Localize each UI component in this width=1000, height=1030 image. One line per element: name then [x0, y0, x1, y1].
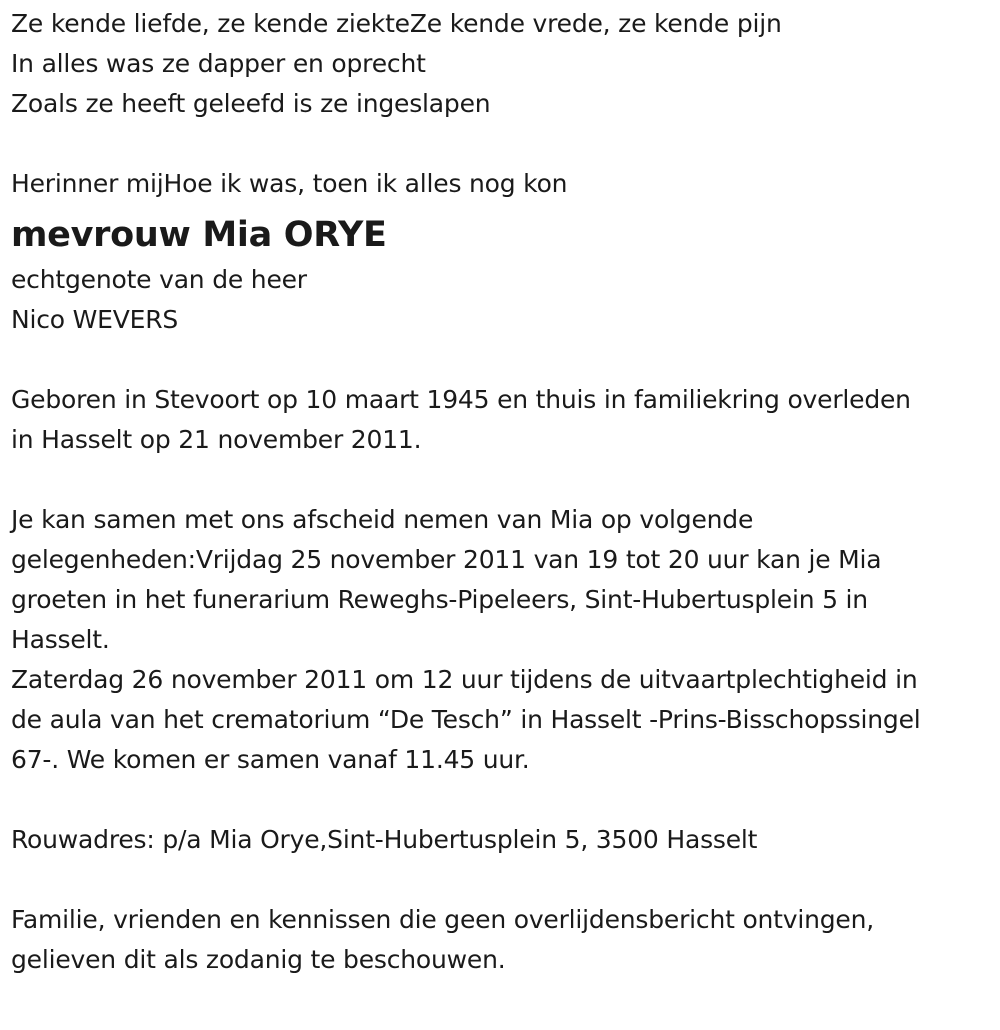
- paragraph-line: Hasselt.: [11, 625, 110, 654]
- paragraph-line: Je kan samen met ons afscheid nemen van Mia op volgende: [11, 505, 754, 534]
- paragraph-line: gelieven dit als zodanig te beschouwen.: [11, 945, 506, 974]
- farewell-paragraph: [11, 500, 989, 780]
- poem-line: In alles was ze dapper en oprecht: [11, 49, 426, 78]
- mourning-address: Rouwadres: p/a Mia Orye,Sint-Hubertusplein 5, 3500 Hasselt: [11, 825, 758, 854]
- deceased-name: mevrouw Mia ORYE: [11, 215, 387, 255]
- birth-death-paragraph: [11, 380, 989, 460]
- closing-paragraph: [11, 900, 989, 980]
- spacer: [11, 860, 989, 900]
- spacer: [11, 340, 989, 380]
- paragraph-line: in Hasselt op 21 november 2011.: [11, 425, 422, 454]
- quote: Herinner mijHoe ik was, toen ik alles nog kon: [11, 169, 568, 198]
- paragraph-line: Geboren in Stevoort op 10 maart 1945 en thuis in familiekring overleden: [11, 385, 911, 414]
- poem-line: Zoals ze heeft geleefd is ze ingeslapen: [11, 89, 491, 118]
- poem: [11, 4, 989, 124]
- poem-line: Ze kende liefde, ze kende ziekteZe kende vrede, ze kende pijn: [11, 9, 782, 38]
- spouse-name: Nico WEVERS: [11, 305, 179, 334]
- paragraph-line: groeten in het funerarium Reweghs-Pipeleers, Sint-Hubertusplein 5 in: [11, 585, 868, 614]
- spacer: [11, 460, 989, 500]
- paragraph-line: de aula van het crematorium “De Tesch” in Hasselt -Prins-Bisschopssingel: [11, 705, 921, 734]
- spacer: [11, 124, 989, 164]
- paragraph-line: Zaterdag 26 november 2011 om 12 uur tijdens de uitvaartplechtigheid in: [11, 665, 918, 694]
- paragraph-line: 67-. We komen er samen vanaf 11.45 uur.: [11, 745, 530, 774]
- relation-text: echtgenote van de heer: [11, 265, 307, 294]
- paragraph-line: gelegenheden:Vrijdag 25 november 2011 van 19 tot 20 uur kan je Mia: [11, 545, 882, 574]
- paragraph-line: Familie, vrienden en kennissen die geen overlijdensbericht ontvingen,: [11, 905, 875, 934]
- spacer: [11, 780, 989, 820]
